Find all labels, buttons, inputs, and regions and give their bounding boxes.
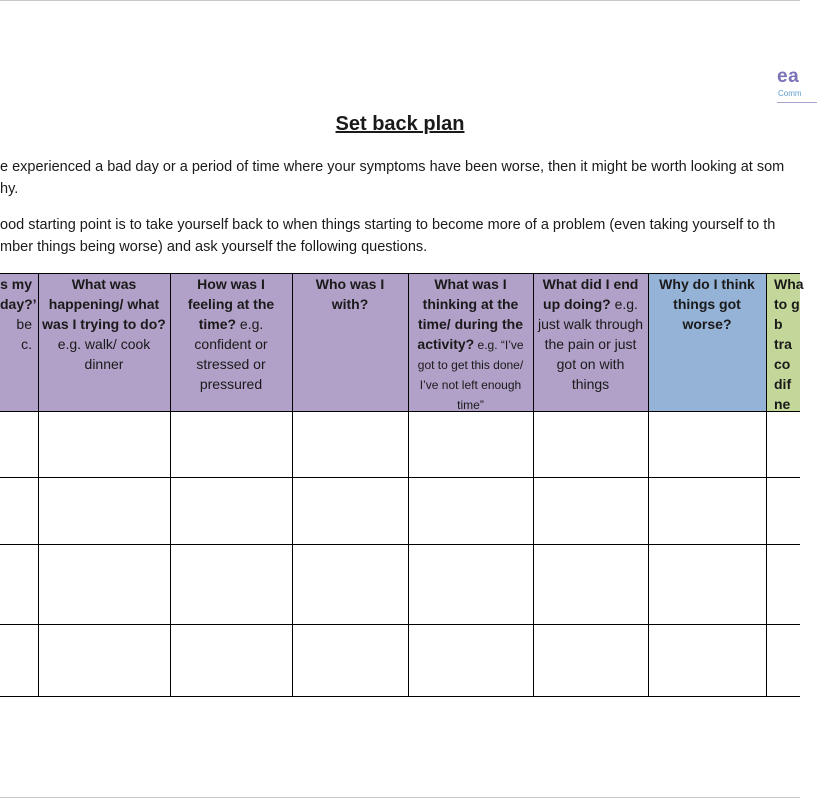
header-cell-2 xyxy=(38,273,170,411)
table-cell[interactable] xyxy=(292,411,408,477)
table-cell[interactable] xyxy=(0,477,38,544)
header-text-line: co xyxy=(774,356,791,372)
header-cell-1 xyxy=(0,273,38,411)
header-example: e.g. walk/ cook dinner xyxy=(57,336,151,372)
logo-subtext: Comm xyxy=(778,89,802,98)
table-cell[interactable] xyxy=(38,477,170,544)
header-question: How was I feeling at the time? xyxy=(187,276,275,332)
header-text-line: s my xyxy=(0,276,32,292)
header-text-line: b xyxy=(774,316,783,332)
table-cell[interactable] xyxy=(38,624,170,696)
table-cell[interactable] xyxy=(170,477,292,544)
header-question: What was happening/ what was I trying to do? xyxy=(42,276,166,332)
header-example: e.g. “I’ve got to get this done/ I’ve not left enough time” xyxy=(417,338,524,412)
table-cell[interactable] xyxy=(0,411,38,477)
table-cell[interactable] xyxy=(648,411,766,477)
table-cell[interactable] xyxy=(0,624,38,696)
instructions-paragraph xyxy=(0,214,800,258)
header-text-line: ne xyxy=(774,396,791,412)
header-cell-3 xyxy=(170,273,292,411)
header-question: Why do I think things got worse? xyxy=(659,276,755,332)
table-cell[interactable] xyxy=(533,477,648,544)
logo-text: ea xyxy=(777,66,800,87)
header-question: What did I end up doing? xyxy=(542,276,639,312)
table-cell[interactable] xyxy=(533,624,648,696)
header-text-line: c. xyxy=(21,336,32,352)
intro-paragraph xyxy=(0,156,800,200)
instructions-line-1: ood starting point is to take yourself back to when things starting to become more of a problem (even taking yourself to th xyxy=(0,217,776,233)
table-cell[interactable] xyxy=(0,544,38,624)
table-cell[interactable] xyxy=(170,544,292,624)
page-bottom-border xyxy=(0,797,800,798)
table-cell[interactable] xyxy=(292,544,408,624)
page-top-border xyxy=(0,0,800,1)
header-question: Who was I with? xyxy=(315,276,385,312)
table-cell[interactable] xyxy=(408,544,533,624)
table-cell[interactable] xyxy=(766,544,800,624)
table-cell[interactable] xyxy=(648,624,766,696)
table-cell[interactable] xyxy=(766,477,800,544)
header-text-line: tra xyxy=(774,336,792,352)
header-cell-4 xyxy=(292,273,408,411)
organization-logo xyxy=(775,66,815,112)
table-cell[interactable] xyxy=(38,544,170,624)
table-cell[interactable] xyxy=(766,624,800,696)
header-cell-5 xyxy=(408,273,533,411)
header-text-line: to g xyxy=(774,296,800,312)
header-cell-8 xyxy=(766,273,804,412)
page-title: Set back plan xyxy=(335,113,465,135)
table-cell[interactable] xyxy=(533,411,648,477)
header-text-line: be xyxy=(16,316,32,332)
table-cell[interactable] xyxy=(408,624,533,696)
table-cell[interactable] xyxy=(170,411,292,477)
table-cell[interactable] xyxy=(170,624,292,696)
table-cell[interactable] xyxy=(408,477,533,544)
header-text-line: Wha xyxy=(774,276,804,292)
header-text-line: dif xyxy=(774,376,792,392)
table-cell[interactable] xyxy=(533,544,648,624)
header-example: e.g. confident or stressed or pressured xyxy=(194,316,268,392)
table-cell[interactable] xyxy=(648,544,766,624)
table-cell[interactable] xyxy=(766,411,800,477)
intro-line-2: hy. xyxy=(0,181,19,197)
table-cell[interactable] xyxy=(292,477,408,544)
instructions-line-2: mber things being worse) and ask yourself the following questions. xyxy=(0,239,428,255)
table-cell[interactable] xyxy=(38,411,170,477)
table-cell[interactable] xyxy=(408,411,533,477)
table-cell[interactable] xyxy=(648,477,766,544)
header-example: e.g. just walk through the pain or just got on with things xyxy=(537,296,644,392)
header-cell-7 xyxy=(648,273,766,411)
table-cell[interactable] xyxy=(292,624,408,696)
header-question: What was I thinking at the time/ during the activity? xyxy=(417,276,523,352)
header-cell-6 xyxy=(533,273,648,411)
intro-line-1: e experienced a bad day or a period of time where your symptoms have been worse, then it might be worth looking at som xyxy=(0,159,785,175)
logo-underline xyxy=(777,102,817,103)
header-text-line: day?’ xyxy=(0,296,37,312)
